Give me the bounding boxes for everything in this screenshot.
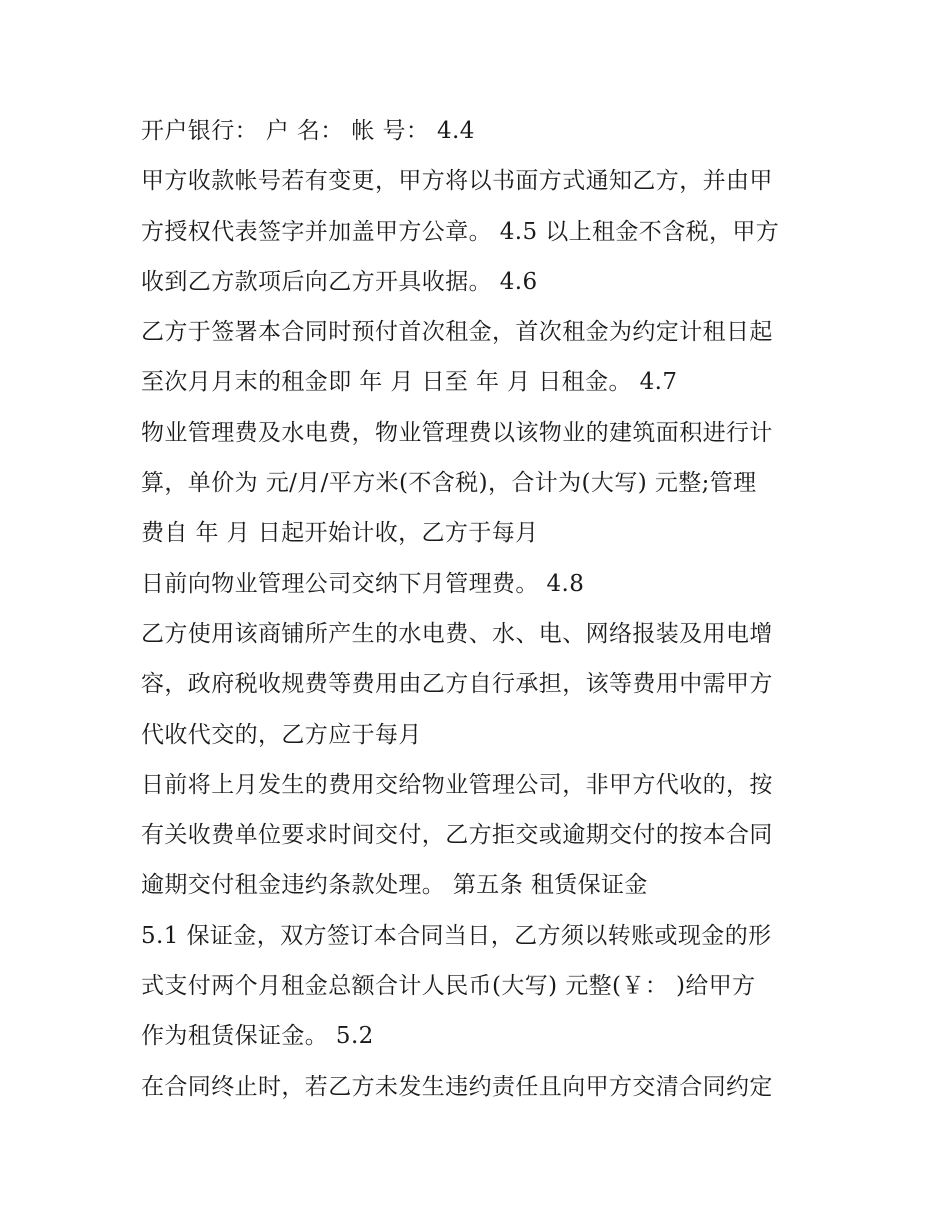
text-line: 乙方于签署本合同时预付首次租金，首次租金为约定计租日起 bbox=[141, 319, 773, 346]
text-line: 容，政府税收规费等费用由乙方自行承担，该等费用中需甲方 bbox=[141, 671, 773, 698]
text-line: 算，单价为 元/月/平方米(不含税)，合计为(大写) 元整;管理 bbox=[141, 470, 757, 497]
text-line: 费自 年 月 日起开始计收，乙方于每月 bbox=[141, 520, 539, 547]
text-line: 乙方使用该商铺所产生的水电费、水、电、网络报装及用电增 bbox=[141, 620, 773, 647]
text-line: 收到乙方款项后向乙方开具收据。 4.6 bbox=[141, 268, 538, 295]
text-line: 方授权代表签字并加盖甲方公章。 4.5 以上租金不含税，甲方 bbox=[141, 218, 780, 245]
text-line: 逾期交付租金违约条款处理。 第五条 租赁保证金 bbox=[141, 872, 648, 899]
text-line: 5.1 保证金，双方签订本合同当日，乙方须以转账或现金的形 bbox=[141, 922, 772, 949]
text-line: 代收代交的，乙方应于每月 bbox=[141, 721, 422, 748]
text-line: 至次月月末的租金即 年 月 日至 年 月 日租金。 4.7 bbox=[141, 369, 678, 396]
text-line: 日前向物业管理公司交纳下月管理费。 4.8 bbox=[141, 570, 585, 597]
text-line: 式支付两个月租金总额合计人民币(大写) 元整(￥： )给甲方 bbox=[141, 973, 756, 1000]
text-line: 作为租赁保证金。 5.2 bbox=[141, 1023, 374, 1050]
text-line: 在合同终止时，若乙方未发生违约责任且向甲方交清合同约定 bbox=[141, 1073, 773, 1100]
text-line: 物业管理费及水电费，物业管理费以该物业的建筑面积进行计 bbox=[141, 419, 773, 446]
text-line: 有关收费单位要求时间交付，乙方拒交或逾期交付的按本合同 bbox=[141, 822, 773, 849]
text-line: 日前将上月发生的费用交给物业管理公司，非甲方代收的，按 bbox=[141, 771, 773, 798]
text-line: 开户银行： 户 名： 帐 号： 4.4 bbox=[141, 118, 475, 144]
contract-text-body bbox=[141, 113, 821, 1119]
text-line: 甲方收款帐号若有变更，甲方将以书面方式通知乙方，并由甲 bbox=[141, 168, 773, 195]
